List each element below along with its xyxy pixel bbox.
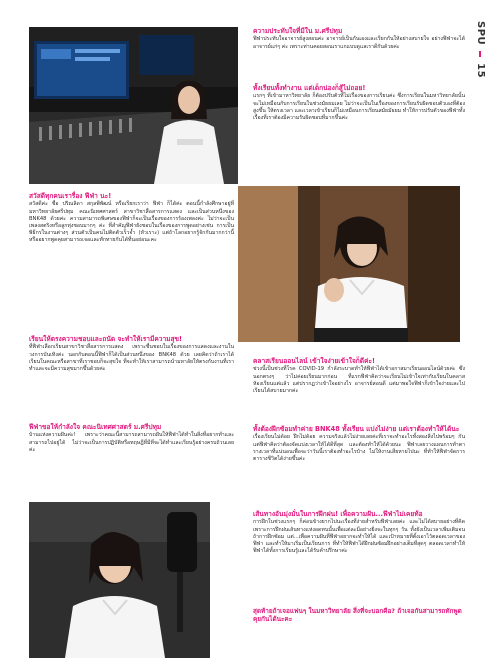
section-body: บ้านแห่งความฝันค่ะ! เพราะว่าคณะนี้สามารถสามารถฝันให้ฟีฟ่าได้ทำในสิ่งที่อยากทำและสามารถไปอยู่ได้ ไม่ว่าจะเป็นการปฏิบัติหรือทฤษฎีที่มีที่จะได้ทำและเรียนรู้อย่างครบถ้วนเลยค่ะ — [29, 432, 234, 453]
section-body: ช่วงนี้เป็นช่วงที่โรค COVID-19 กำลังระบาดทำให้ฟีฟ่าได้เข้าอกาสมาเรียนออนไลน์ด้วยค่ะ ซึ่งนอกตรงๆ ว่าไม่ค่อยเรียนมากก่อน ที่แรกฟีฟ่าคิดว่าจะเรียนไม่เข้าใจเท่ากับเรียนในคลาสห้องเรียนแต่แล้ว แต่ปรากฏว่าเข้าใจอย่างไร อาจารย์สอนดี แต่มาพอใจฟีฟ่าก็เข้าใจง่ายและไปเรียนได้สบายมากค่ะ — [253, 366, 465, 394]
section-impression — [253, 27, 465, 51]
section-heading: เส้นทางอันมุ่งมั่นในการฝึกฝน! เพื่อความฝัน...ฟีฟ่าไม่เคยท้อ — [253, 510, 423, 518]
section-heading: สวัสดีทุกคนเรารื่อง ฟีฟ่า นะ! — [29, 192, 112, 200]
section-online-class — [253, 357, 465, 395]
section-body: ฟีฟ่าประทับใจอาจารย์สูงสอนค่ะ อาจารย์เป็นกันเองและเรียกกันให้อย่างสบายใจ อย่างฟีฟ่าจะได้อาจารย์แก่ๆ ค่ะ เพราะท่านคอยสอนเราแกแบบดูแลเราดีกันด้วยค่ะ — [253, 36, 465, 50]
brand-label: SPU — [475, 21, 486, 46]
section-faculty-support — [29, 423, 234, 454]
section-heading: ความประทับใจที่มีใน ม.ศรีปทุม — [253, 27, 343, 35]
page-number-value: 15 — [475, 63, 486, 79]
page-number-divider — [479, 51, 481, 57]
section-heading: เรียนให้ตรงความชอบและถนัด จะทำให้เรามีความสุข! — [29, 335, 183, 343]
section-heading: ฟีฟ่าขอให้กำลังใจ คณะนิเทศศาสตร์ ม.ศรีปทุม — [29, 423, 162, 431]
section-body: การฝึกในช่วงแรกๆ ก็ค่อนข้างยากไปนะเรื่องที่ง่ายสำหรับฟีฟ่าเลยค่ะ และไม่ได้สบายอย่างที่คิด เพราะการฝึกฝนเส้นทางแห่งอดทนนั้นเพื่อแต่ละมีอย่างยิ่งจะในทุกๆ วัน ทั้งยังเป็นเวลาเพิ่มเติมจนถ้าการฝึกซ้อม แต่...เพื่อความฝันที่ฟีฟ่าอยากจะทำให้ได้ และเป้าหมายที่ตั้งเอาไว้ตลอดเวลาของฟีฟ่า และทำให้มาเริ่มเป็นเรียนการ ที่ทำให้ฟีฟ่าได้ฝึกฝนซ้อมฝึกอย่างเต็มที่สุดๆ ตลอดเวลาทำให้ฟีฟ่าได้ทั้งการเรียนรู้และได้รับคำปรึกษาค่ะ — [253, 519, 465, 554]
photo-studio-console — [29, 27, 238, 184]
section-study-and-work — [253, 84, 465, 122]
section-heading: ทั้งเรียนทั้งทำงาน แต่เด็กน่องก็สู้ไม่ถอย! — [253, 84, 366, 92]
section-introduction — [29, 192, 234, 244]
section-body: สวัสดีค่ะ ชื่อ ปริณลิดา สกุลพีพัฒน์ หรือเรียกเราว่า ฟีฟ่า ก็ได้ค่ะ ตอนนี้กำลังศึกษาอยู่ที่มหาวิทยาลัยศรีปทุม คณะนิเทศศาสตร์ สาขาวิชาสื่อสารการแสดง และเป็นส่วนหนึ่งของ BNK48 ด้วยค่ะ ความสามารถพิเศษของฟีฟ่าก็จะเป็นเรื่องของการร้องเพลงค่ะ ไม่ว่าจะเป็นเพลงสตริงหรือลูกทุ่งชอบมากๆ ค่ะ ที่สำคัญฟีฟ่ายังชอบในเรื่องของการพูดอย่างเช่น การเป็นพิธีกรในงานต่างๆ ส่วนตัวเป็นคนไม่ติดตัวเร็วจ้ำ (หัวเราะ) แต่ถ้าโลกอยากรู้จักกันมากกว่านี้ หรืออยากพูดคุยสามารถเจอและทักทายกันได้ที่นอย่อนะคะ — [29, 201, 234, 243]
closing-question — [253, 607, 465, 624]
section-body: แรกๆ ที่เข้ามาหาวิทยาลัย ก็ต้องปรับตัวที่ไม่เรื่องของการเรียนค่ะ ซึ่งการเรียนในมหาวิทยาลัยนั้นจะไม่เหมือนกับการเรียนในช่วงมัธยมเลย ไม่ว่าจะเป็นในเรื่องของการเรียนรับผิดชอบตัวเองที่ต้องสูงขึ้น ให้ตรงเวลา และเวลาเข้าเรียนก็ไม่เหมือนการเรียนสมัยมัธยม ทำให้การปรับตัวของฟีฟ่าทั้งเรื่องที่เราต้องมีความรับผิดชอบที่มากขึ้นค่ะ — [253, 93, 465, 121]
photo-microphone-portrait — [29, 502, 210, 658]
section-dream-path — [253, 510, 465, 555]
section-bnk48-training — [253, 425, 465, 463]
section-body: ที่ฟีฟ่าเลือกเรียนสาขาวิชาสื่อสารการแสดง เพราะชื่นชอบในเรื่องของการแสดงและงานในวงการบันเทิงค่ะ นอกกับตอนนี้ฟีฟ่าก็ได้เป็นส่วนหนึ่งของ BNK48 ด้วย เลยคิดว่าถ้าเราได้เรียนในคณะหรือสาขาที่เราชอบก็จะสุขใจ ที่จะทำให้เราสามารถนำมหาลัยให้ตรงกับงานที่เราทำและจะมีความสุขมากขึ้นด้วยค่ะ — [29, 344, 234, 372]
photo-white-shirt-portrait — [238, 186, 460, 342]
section-heading: คลาสเรียนออนไลน์ เข้าใจง่ายเข้าใจก็ดีค่ะ! — [253, 357, 376, 365]
section-heading: ทั้งต้องฝึกซ้อมทำค่าย BNK48 ทั้งเรียน แบ่งไม่ง่าย แต่เราต้องทำให้ได้นะ — [253, 425, 460, 433]
section-study-passion — [29, 335, 234, 373]
section-body: เรื่องเรียนไม่ด้อย ฝึกไม่ด้อย ความจริงแล้วไม่ง่ายเลยค่ะที่เราจะทำอะไรทั้งสองสิ่งไปพร้อมๆ กัน แต่ฟีฟ่าคิดว่าต้องจัดแบ่งเวลาให้ได้ดีที่สุด และต้องทำให้ได้ด้วยนะ ฟีฟ่าเลยวางแผนการทำตารางเวลาที่แน่นอนเพื่อจะว่าวันนี้เราต้องทำอะไรบ้าง ไม่ให้งานเสียหายไปนะ ที่ทำให้ฟีฟ่าจัดการตารางชีวิตได้ง่ายขึ้นค่ะ — [253, 434, 465, 462]
closing-question-text: สุดท้ายถ้าเจอแฟนๆ ในมหาวิทยาลัย สิ่งที่จะบอกคือ? ถ้าเจอกันสามารถทักพูดคุยกันได้นะคะ — [253, 607, 462, 624]
page-number — [475, 21, 486, 78]
